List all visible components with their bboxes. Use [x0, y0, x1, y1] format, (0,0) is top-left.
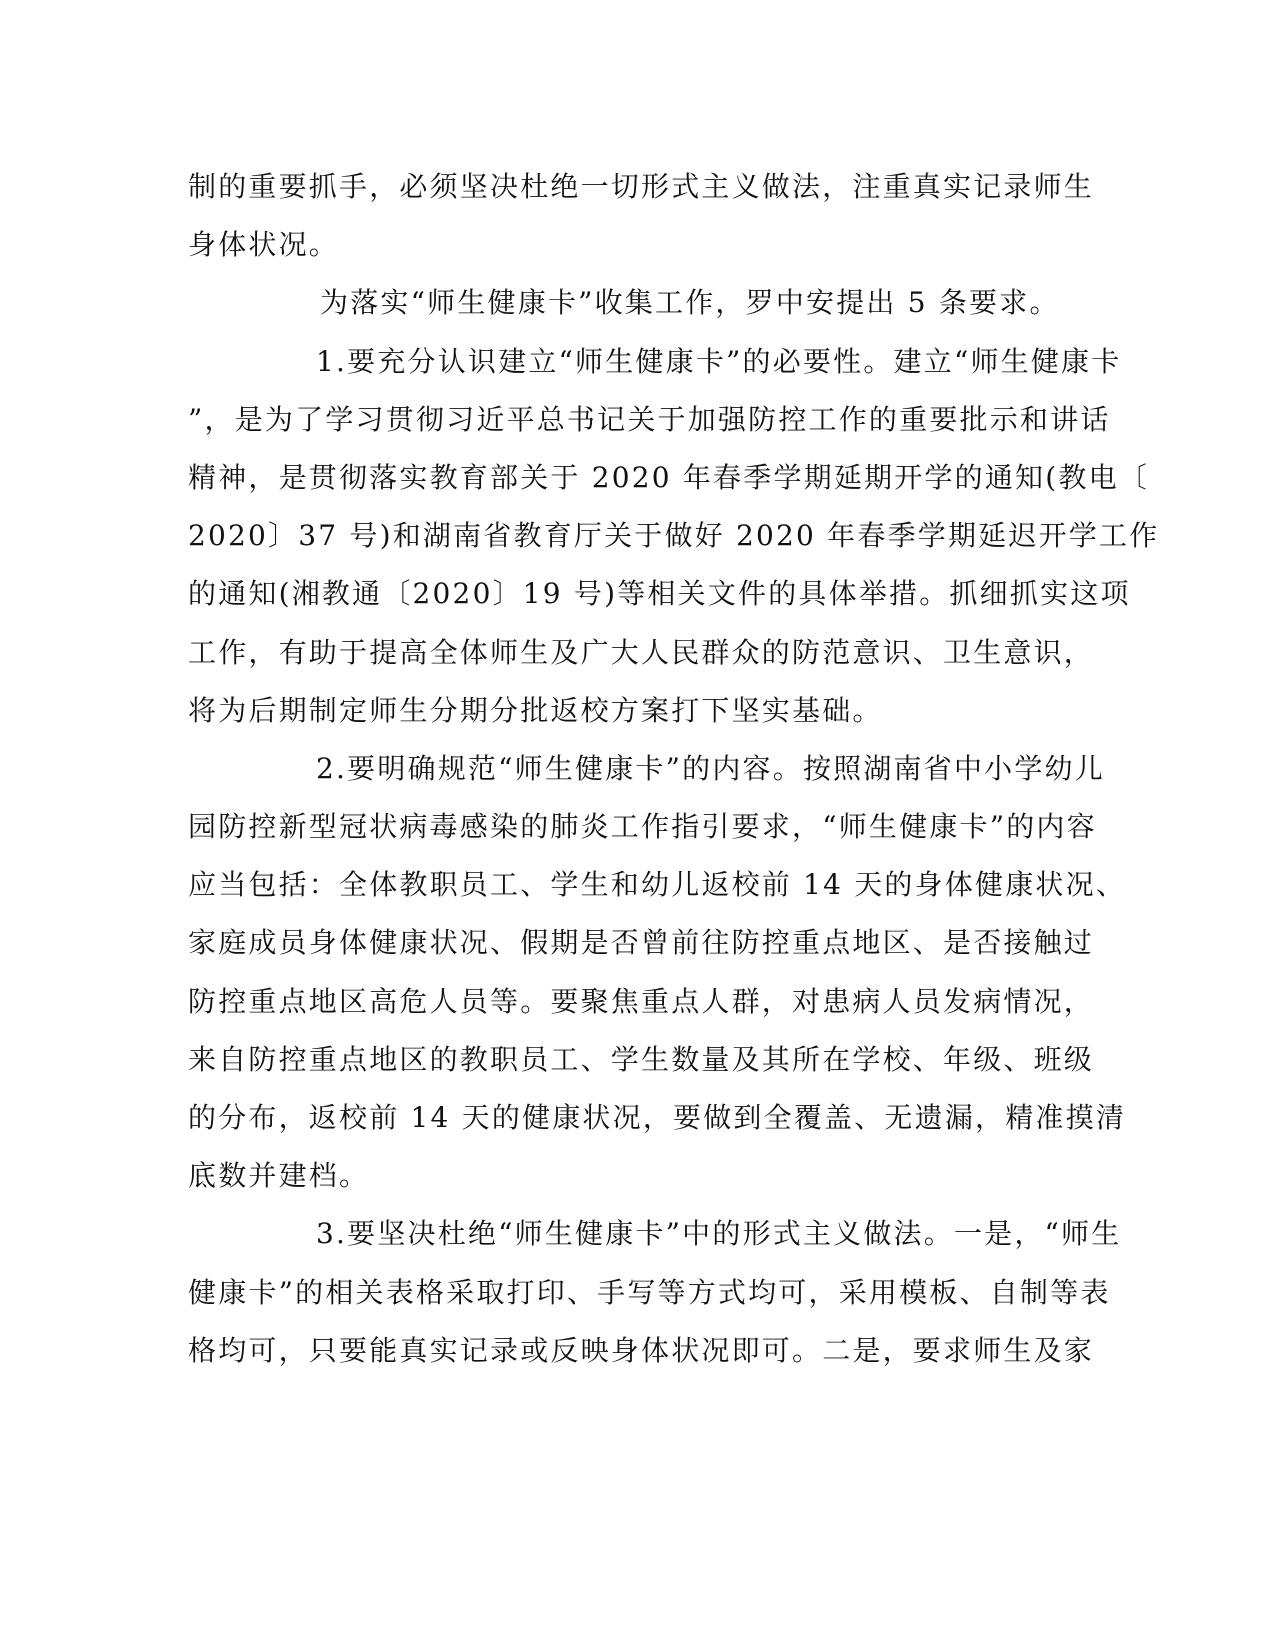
text-line: 应当包括：全体教职员工、学生和幼儿返校前 14 天的身体健康状况、: [188, 868, 1127, 902]
paragraph-start: 为落实“师生健康卡”收集工作，罗中安提出 5 条要求。: [320, 286, 1060, 320]
paragraph-start: 2.要明确规范“师生健康卡”的内容。按照湖南省中小学幼儿: [316, 751, 1105, 785]
text-line: 家庭成员身体健康状况、假期是否曾前往防控重点地区、是否接触过: [188, 926, 1095, 960]
text-line: 格均可，只要能真实记录或反映身体状况即可。二是，要求师生及家: [188, 1333, 1095, 1367]
text-line: 工作，有助于提高全体师生及广大人民群众的防范意识、卫生意识，: [188, 635, 1095, 669]
text-line: ”，是为了学习贯彻习近平总书记关于加强防控工作的重要批示和讲话: [188, 402, 1111, 436]
text-line: 健康卡”的相关表格采取打印、手写等方式均可，采用模板、自制等表: [188, 1275, 1111, 1309]
text-line: 2020〕37 号)和湖南省教育厅关于做好 2020 年春季学期延迟开学工作: [188, 519, 1160, 553]
text-line: 精神，是贯彻落实教育部关于 2020 年春季学期延期开学的通知(教电〔: [188, 460, 1149, 494]
text-line: 身体状况。: [188, 228, 340, 262]
text-line: 制的重要抓手，必须坚决杜绝一切形式主义做法，注重真实记录师生: [188, 170, 1095, 203]
text-line: 的分布，返校前 14 天的健康状况，要做到全覆盖、无遗漏，精准摸清: [188, 1101, 1127, 1134]
text-line: 来自防控重点地区的教职员工、学生数量及其所在学校、年级、班级: [188, 1042, 1095, 1076]
document-body: [188, 158, 1160, 1380]
text-line: 底数并建档。: [188, 1159, 370, 1193]
text-line: 防控重点地区高危人员等。要聚焦重点人群，对患病人员发病情况，: [188, 984, 1095, 1018]
text-line: 将为后期制定师生分期分批返校方案打下坚实基础。: [188, 693, 883, 727]
text-line: 园防控新型冠状病毒感染的肺炎工作指引要求，“师生健康卡”的内容: [188, 810, 1097, 844]
text-line: 的通知(湘教通〔2020〕19 号)等相关文件的具体举措。抓细抓实这项: [188, 577, 1131, 611]
paragraph-start: 1.要充分认识建立“师生健康卡”的必要性。建立“师生健康卡: [316, 344, 1122, 378]
paragraph-start: 3.要坚决杜绝“师生健康卡”中的形式主义做法。一是，“师生: [316, 1217, 1122, 1251]
